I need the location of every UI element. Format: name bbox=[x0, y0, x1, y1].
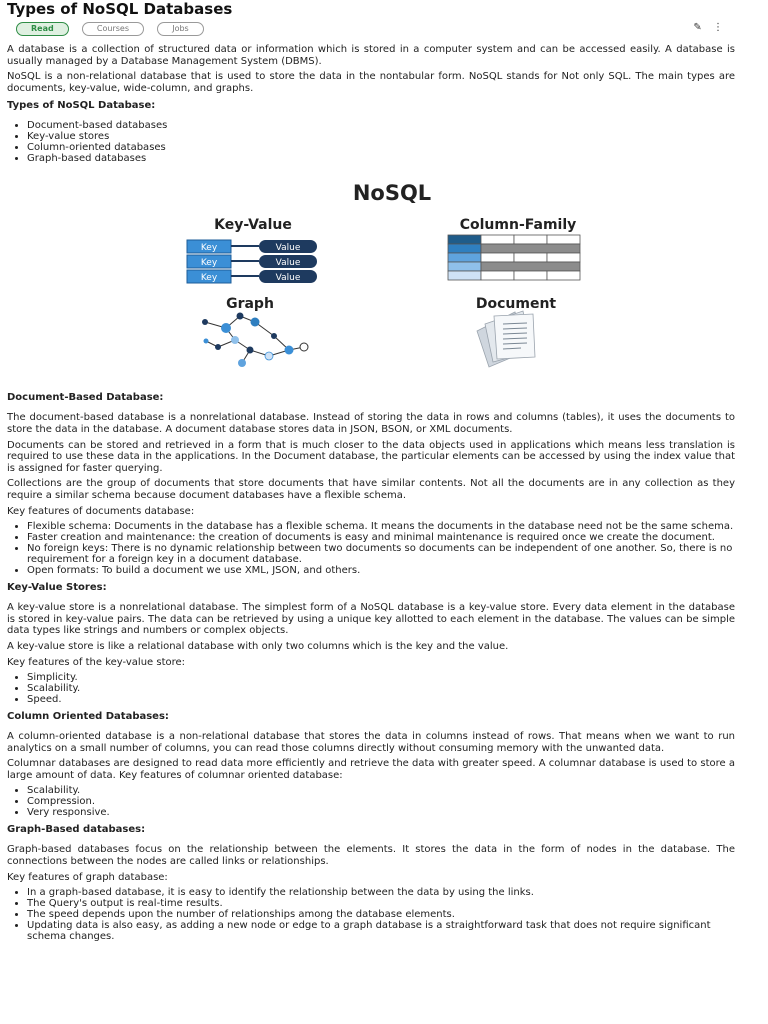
kv-label: Key-Value bbox=[214, 217, 292, 234]
article-tools bbox=[685, 22, 723, 34]
document-label: Document bbox=[475, 296, 557, 313]
list-item: • Column-oriented databases bbox=[27, 142, 735, 153]
list-item: • Simplicity. bbox=[27, 672, 735, 683]
section-heading: Types of NoSQL Database: bbox=[7, 100, 156, 112]
features-label: Key features of graph database: bbox=[7, 871, 168, 883]
kebab-menu-icon[interactable]: ⋮ bbox=[713, 22, 723, 33]
pencil-icon[interactable]: ✎ bbox=[693, 22, 702, 33]
key-value-icon bbox=[187, 240, 317, 283]
features-label: Key features of the key-value store: bbox=[7, 656, 186, 668]
list-item: • Document-based databases bbox=[27, 120, 735, 131]
kv-features-list bbox=[7, 672, 735, 705]
key-text: Key bbox=[200, 258, 218, 269]
doc-paragraph: The document-based database is a nonrelational database. Instead of storing the data in rows and columns (tables), it uses the documents to store the data in the database. A document database stores data in JSON, BSON, or XML documents. bbox=[7, 412, 735, 435]
tab-bar bbox=[7, 22, 735, 44]
key-text: Key bbox=[200, 273, 218, 284]
list-item: • Graph-based databases bbox=[27, 153, 735, 164]
doc-paragraph: Documents can be stored and retrieved in a form that is much closer to the data objects used in applications which means less translation is required to use these data in the applications. In the Document database, the particular elements can be accessed by using the index value that is assigned for faster querying. bbox=[7, 439, 735, 474]
column-family-label: Column-Family bbox=[459, 217, 577, 234]
nosql-diagram bbox=[7, 164, 735, 374]
features-label: Key features of documents database: bbox=[7, 505, 195, 517]
tab-courses[interactable]: Courses bbox=[82, 22, 144, 36]
graph-paragraph: Graph-based databases focus on the relationship between the elements. It stores the data in the form of nodes in the database. The connections between the nodes are called links or relationships. bbox=[7, 844, 735, 868]
list-item: • The speed depends upon the number of relationships among the database elements. bbox=[27, 909, 735, 920]
tab-read[interactable]: Read bbox=[16, 22, 69, 36]
page-title: Types of NoSQL Databases bbox=[7, 0, 233, 18]
key-text: Key bbox=[200, 243, 218, 254]
document-stack-icon bbox=[477, 311, 535, 367]
types-list bbox=[7, 120, 735, 164]
intro-paragraph: NoSQL is a non-relational database that is used to store the data in the nontabular form. NoSQL stands for Not only SQL. The main types are documents, key-value, wide-column, and graphs. bbox=[7, 71, 735, 94]
section-heading: Graph-Based databases: bbox=[7, 824, 146, 836]
list-item: • In a graph-based database, it is easy to identify the relationship between the data by using the links. bbox=[27, 887, 735, 898]
col-features-list bbox=[7, 785, 735, 818]
value-text: Value bbox=[275, 258, 301, 269]
value-text: Value bbox=[275, 243, 301, 254]
column-family-icon bbox=[448, 235, 580, 280]
list-item: • Updating data is also easy, as adding a new node or edge to a graph database is a straightforward task that does not require significant schema changes. bbox=[27, 920, 735, 942]
kv-paragraph: A key-value store is a nonrelational database. The simplest form of a NoSQL database is a key-value store. Every data element in the database is stored in key-value pairs. The data can be retrieved by using a unique key allotted to each element in the database. The values can be simple data types like strings and numbers or complex objects. bbox=[7, 602, 735, 637]
section-heading: Column Oriented Databases: bbox=[7, 711, 169, 723]
article bbox=[7, 0, 735, 942]
graph-features-list bbox=[7, 887, 735, 942]
list-item: • Speed. bbox=[27, 694, 735, 705]
doc-features-list bbox=[7, 521, 735, 576]
graph-icon bbox=[202, 313, 308, 368]
nosql-figure bbox=[7, 164, 735, 374]
list-item: • No foreign keys: There is no dynamic relationship between two documents so documents can be independent of one another. So, there is no requirement for a foreign key in a document database. bbox=[27, 543, 735, 565]
section-heading: Document-Based Database: bbox=[7, 392, 164, 404]
kv-paragraph: A key-value store is like a relational database with only two columns which is the key and the value. bbox=[7, 640, 509, 652]
list-item: • Compression. bbox=[27, 796, 735, 807]
graph-label: Graph bbox=[226, 296, 274, 313]
tab-jobs[interactable]: Jobs bbox=[157, 22, 204, 36]
intro-paragraph: A database is a collection of structured data or information which is stored in a computer system and can be accessed easily. A database is usually managed by a Database Management System (DBMS). bbox=[7, 44, 735, 67]
section-heading: Key-Value Stores: bbox=[7, 582, 107, 594]
figure-title: NoSQL bbox=[352, 181, 432, 206]
list-item: • Flexible schema: Documents in the database has a flexible schema. It means the documents in the database need not be the same schema. bbox=[27, 521, 735, 532]
list-item: • Faster creation and maintenance: the creation of documents is easy and minimal maintenance is required once we create the document. bbox=[27, 532, 735, 543]
col-paragraph: A column-oriented database is a non-relational database that stores the data in columns instead of rows. That means when we want to run analytics on a small number of columns, you can read those columns directly without consuming memory with the unwanted data. bbox=[7, 731, 735, 754]
col-paragraph: Columnar databases are designed to read data more efficiently and retrieve the data with greater speed. A columnar database is used to store a large amount of data. Key features of columnar oriented database: bbox=[7, 758, 735, 781]
value-text: Value bbox=[275, 273, 301, 284]
list-item: • Very responsive. bbox=[27, 807, 735, 818]
list-item: • Scalability. bbox=[27, 683, 735, 694]
list-item: • The Query's output is real-time results. bbox=[27, 898, 735, 909]
list-item: • Open formats: To build a document we use XML, JSON, and others. bbox=[27, 565, 735, 576]
list-item: • Scalability. bbox=[27, 785, 735, 796]
list-item: • Key-value stores bbox=[27, 131, 735, 142]
doc-paragraph: Collections are the group of documents that store documents that have similar contents. Not all the documents are in any collection as they require a similar schema because document databases have a flexible schema. bbox=[7, 478, 735, 501]
